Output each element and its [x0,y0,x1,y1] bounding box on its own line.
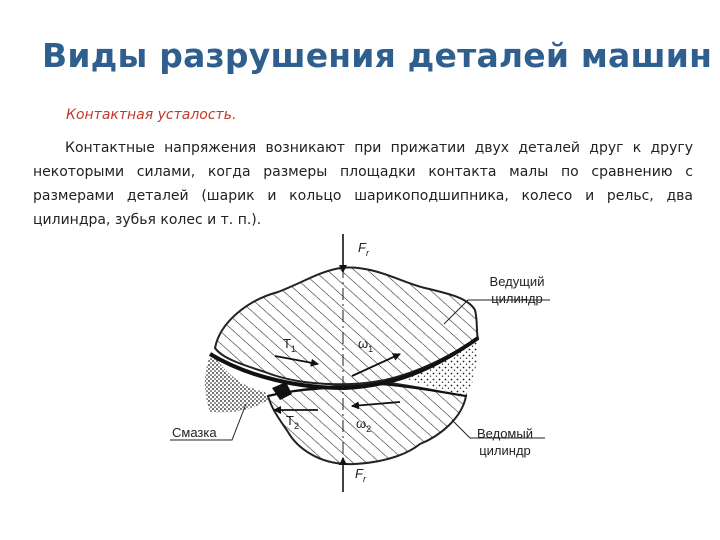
page-title: Виды разрушения деталей машин [42,36,713,75]
t1-label: $T_1$ [283,336,296,354]
w1-label: $\omega_1$ [358,336,374,354]
force-bottom-label: $F_r$ [355,466,366,484]
driving-cylinder-label-2: цилиндр [491,291,543,306]
driven-cylinder-label-2: цилиндр [479,443,531,458]
t2-label: $T_2$ [286,413,299,431]
description-paragraph: Контактные напряжения возникают при прижатии двух деталей друг к другу некоторыми силами, когда размеры площадки контакта малы по сравнению с размерами деталей (шарик и кольцо шарикоподшипника, колесо и рельс, два цилиндра, зубья колес и т. п.). [33,140,693,228]
section-subtitle: Контактная усталость. [66,107,237,123]
force-top-label: $F_r$ [358,240,369,258]
lubricant-label: Смазка [172,425,217,440]
driving-cylinder-label-1: Ведущий [489,274,545,289]
w2-label: $\omega_2$ [356,416,372,434]
driven-cylinder-label-1: Ведомый [477,426,533,441]
